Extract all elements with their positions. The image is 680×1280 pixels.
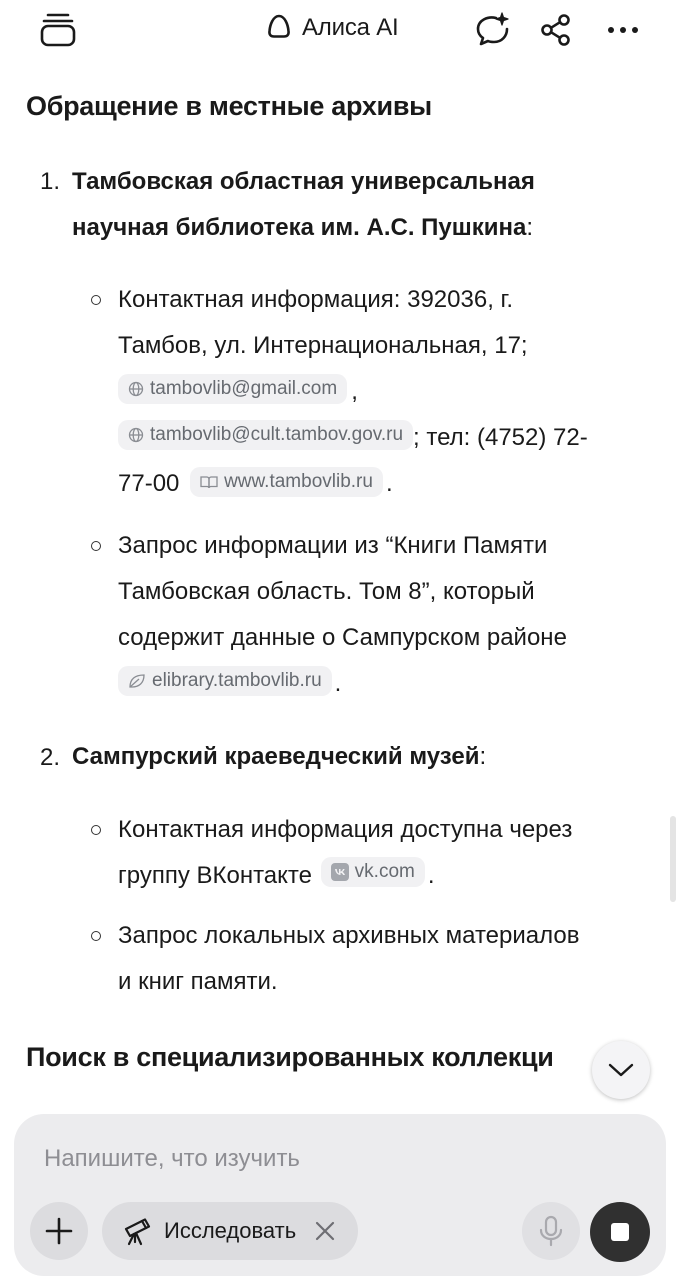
item-title-text: Сампурский краеведческий музей xyxy=(72,743,480,770)
text-line xyxy=(118,415,658,461)
source-chip-vk[interactable] xyxy=(321,857,425,887)
globe-icon xyxy=(128,427,144,443)
telescope-icon xyxy=(122,1216,152,1251)
globe-icon xyxy=(128,381,144,397)
text-line: Контактная информация доступна через xyxy=(118,816,573,843)
separator-text: , xyxy=(351,378,358,405)
source-chip-site[interactable] xyxy=(190,467,383,497)
text-fragment: группу ВКонтакте xyxy=(118,862,312,889)
text-fragment: . xyxy=(334,670,342,697)
more-dots-icon[interactable] xyxy=(600,12,646,48)
vk-icon xyxy=(331,863,349,881)
item-title-text: научная библиотека им. А.С. Пушкина xyxy=(72,214,527,241)
chip-label: tambovlib@gmail.com xyxy=(150,378,338,399)
list-item-title xyxy=(72,159,652,251)
composer xyxy=(14,1114,666,1276)
text-line: содержит данные о Сампурском районе xyxy=(118,624,567,651)
text-line xyxy=(118,853,658,899)
voice-input-button[interactable] xyxy=(522,1202,580,1260)
scrollbar-thumb[interactable] xyxy=(670,816,676,902)
alice-logo-icon xyxy=(266,13,292,44)
close-icon[interactable] xyxy=(314,1220,336,1247)
list-number: 2. xyxy=(40,744,61,771)
stop-icon xyxy=(610,1222,630,1242)
bullet-marker xyxy=(91,825,101,835)
text-line: Запрос локальных архивных материалов xyxy=(118,922,580,949)
microphone-icon xyxy=(538,1215,564,1247)
app-title[interactable] xyxy=(266,10,399,46)
text-fragment: ; тел: (4752) 72- xyxy=(413,424,588,451)
text-line xyxy=(118,461,658,507)
stop-generation-button[interactable] xyxy=(590,1202,650,1262)
plus-icon xyxy=(44,1216,74,1246)
leaf-icon xyxy=(128,673,146,689)
text-line: Запрос информации из “Книги Памяти xyxy=(118,532,548,559)
add-attachment-button[interactable] xyxy=(30,1202,88,1260)
text-line xyxy=(118,661,658,707)
share-icon[interactable] xyxy=(536,10,576,50)
list-item xyxy=(118,523,658,707)
research-mode-label: Исследовать xyxy=(164,1218,297,1243)
scroll-down-button[interactable] xyxy=(592,1041,650,1099)
item-title-line: Тамбовская областная универсальная xyxy=(72,168,535,195)
chats-stack-icon[interactable] xyxy=(34,10,82,50)
item-title-colon: : xyxy=(526,214,534,241)
source-chip-elibrary[interactable] xyxy=(118,666,332,696)
text-line: и книг памяти. xyxy=(118,968,278,995)
bullet-marker xyxy=(91,295,101,305)
item-title-colon: : xyxy=(479,743,487,770)
list-item xyxy=(118,807,658,899)
section-heading: Поиск в специализированных коллекци xyxy=(26,1042,554,1072)
list-item-title xyxy=(72,734,652,780)
top-bar xyxy=(0,0,680,62)
text-line: Контактная информация: 392036, г. xyxy=(118,286,514,313)
text-line xyxy=(118,369,658,415)
text-fragment: 77-00 xyxy=(118,470,180,497)
list-number: 1. xyxy=(40,168,61,195)
new-chat-sparkle-icon[interactable] xyxy=(470,8,514,52)
section-heading: Обращение в местные архивы xyxy=(26,91,432,121)
source-chip-gmail[interactable] xyxy=(118,374,347,404)
app-title-text: Алиса AI xyxy=(302,14,399,41)
text-line: Тамбовская область. Том 8”, который xyxy=(118,578,535,605)
chevron-down-icon xyxy=(607,1062,635,1078)
bullet-marker xyxy=(91,931,101,941)
item-title-line xyxy=(72,205,652,251)
text-fragment: . xyxy=(427,862,435,889)
text-fragment: . xyxy=(385,470,393,497)
chip-label: tambovlib@cult.tambov.gov.ru xyxy=(150,424,404,445)
chip-label: elibrary.tambovlib.ru xyxy=(152,670,322,691)
chip-label: vk.com xyxy=(354,861,415,882)
chip-label: www.tambovlib.ru xyxy=(224,471,373,492)
research-mode-chip[interactable] xyxy=(102,1202,358,1260)
prompt-input[interactable] xyxy=(42,1134,606,1184)
list-item xyxy=(118,277,658,507)
bullet-marker xyxy=(91,541,101,551)
text-line: Тамбов, ул. Интернациональная, 17; xyxy=(118,332,528,359)
source-chip-cult[interactable] xyxy=(118,420,413,450)
book-icon xyxy=(200,475,218,489)
list-item xyxy=(118,913,658,1005)
